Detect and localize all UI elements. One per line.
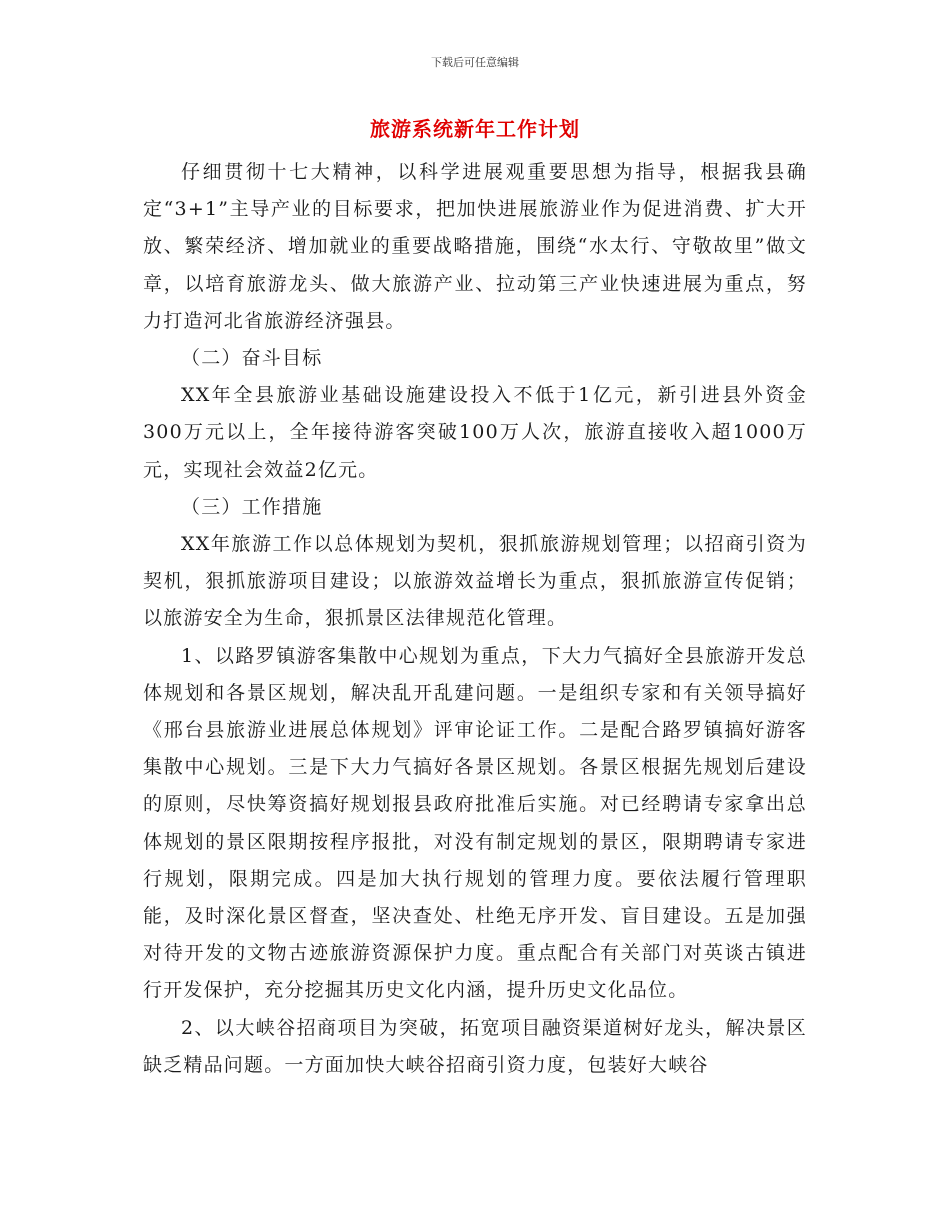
paragraph-goals: XX年全县旅游业基础设施建设投入不低于1亿元，新引进县外资金300万元以上，全年接待游客突破100万人次，旅游直接收入超1000万元，实现社会效益2亿元。 [143, 384, 807, 481]
header-note: 下载后可任意编辑 [431, 56, 519, 69]
document-title: 旅游系统新年工作计划 [370, 117, 580, 141]
section-heading-measures: （三）工作措施 [181, 495, 323, 518]
paragraph-item-2: 2、以大峡谷招商项目为突破，拓宽项目融资渠道树好龙头，解决景区缺乏精品问题。一方面加快大峡谷招商引资力度，包装好大峡谷 [143, 1016, 807, 1076]
document-body [143, 154, 807, 1084]
section-heading-goals: （二）奋斗目标 [181, 347, 323, 370]
paragraph-measures: XX年旅游工作以总体规划为契机，狠抓旅游规划管理；以招商引资为契机，狠抓旅游项目建设；以旅游效益增长为重点，狠抓旅游宣传促销；以旅游安全为生命，狠抓景区法律规范化管理。 [143, 533, 807, 630]
paragraph-item-1: 1、以路罗镇游客集散中心规划为重点，下大力气搞好全县旅游开发总体规划和各景区规划，解决乱开乱建问题。一是组织专家和有关领导搞好《邢台县旅游业进展总体规划》评审论证工作。二是配合路罗镇搞好游客集散中心规划。三是下大力气搞好各景区规划。各景区根据先规划后建设的原则，尽快筹资搞好规划报县政府批准后实施。对已经聘请专家拿出总体规划的景区限期按程序报批，对没有制定规划的景区，限期聘请专家进行规划，限期完成。四是加大执行规划的管理力度。要依法履行管理职能，及时深化景区督查，坚决查处、杜绝无序开发、盲目建设。五是加强对待开发的文物古迹旅游资源保护力度。重点配合有关部门对英谈古镇进行开发保护，充分挖掘其历史文化内涵，提升历史文化品位。 [143, 644, 807, 1002]
paragraph-intro: 仔细贯彻十七大精神，以科学进展观重要思想为指导，根据我县确定“3+1”主导产业的目标要求，把加快进展旅游业作为促进消费、扩大开放、繁荣经济、增加就业的重要战略措施，围绕“水太行、守敬故里”做文章，以培育旅游龙头、做大旅游产业、拉动第三产业快速进展为重点，努力打造河北省旅游经济强县。 [143, 161, 807, 332]
